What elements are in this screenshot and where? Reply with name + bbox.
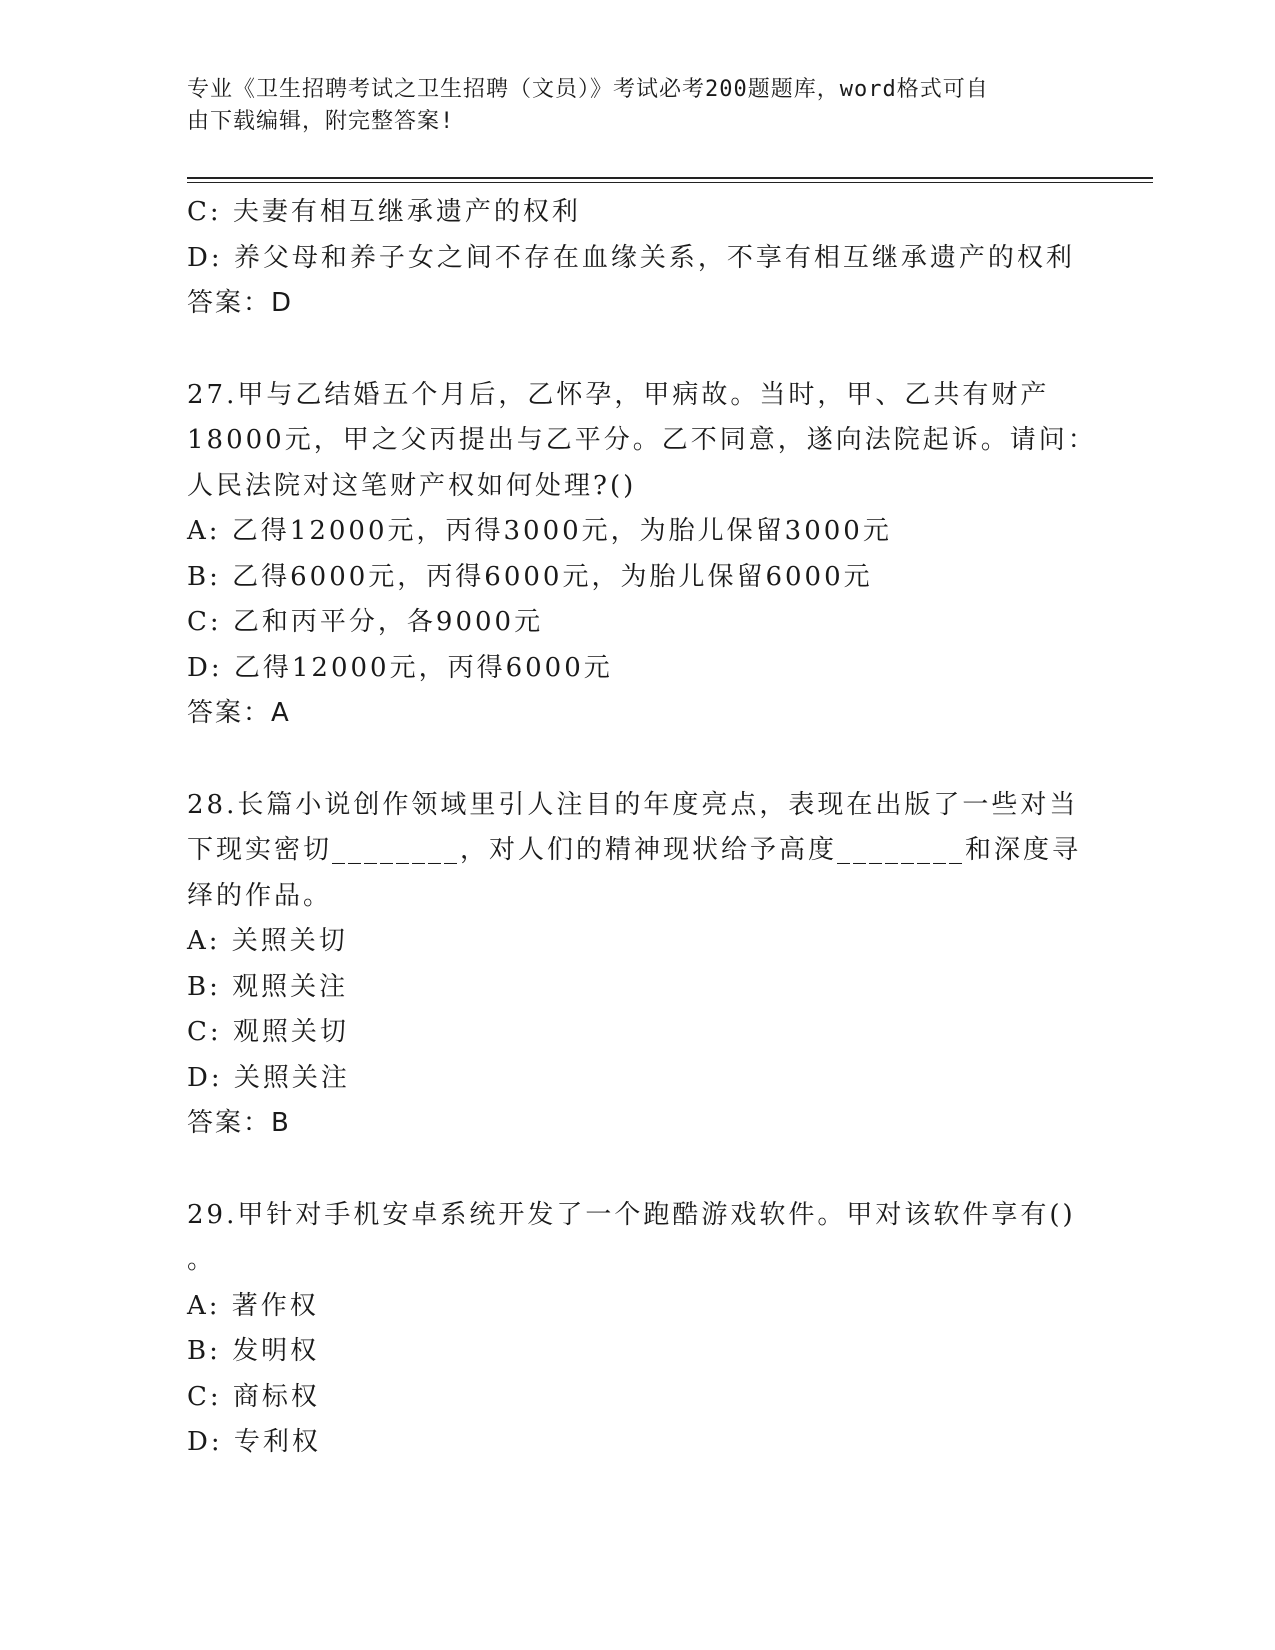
header-line-2: 由下载编辑，附完整答案! bbox=[187, 109, 455, 134]
option-a: A: 乙得12000元，丙得3000元，为胎儿保留3000元 bbox=[187, 516, 892, 546]
option-b: B: 观照关注 bbox=[187, 971, 349, 1002]
document-header bbox=[187, 74, 1067, 138]
option-d: D: 专利权 bbox=[187, 1427, 321, 1457]
answer-line: 答案：A bbox=[187, 698, 291, 728]
header-divider-thin bbox=[187, 182, 1153, 183]
question-content bbox=[187, 190, 1097, 1466]
question-stem-line: 29.甲针对手机安卓系统开发了一个跑酷游戏软件。甲对该软件享有() bbox=[187, 1199, 1076, 1230]
option-d: D: 乙得12000元，丙得6000元 bbox=[187, 652, 613, 683]
option-a: A: 关照关切 bbox=[187, 926, 348, 956]
option-c: C: 观照关切 bbox=[187, 1017, 349, 1047]
header-line-1: 专业《卫生招聘考试之卫生招聘（文员）》考试必考200题题库，word格式可自 bbox=[187, 77, 989, 102]
option-c: C: 商标权 bbox=[187, 1381, 320, 1412]
option-d: D: 关照关注 bbox=[187, 1062, 350, 1093]
question-stem-line: 28.长篇小说创作领域里引人注目的年度亮点，表现在出版了一些对当 bbox=[187, 789, 1079, 820]
question-stem-line: 人民法院对这笔财产权如何处理?() bbox=[187, 470, 637, 501]
question-stem-line: 绎的作品。 bbox=[187, 880, 333, 911]
header-divider-thick bbox=[187, 177, 1153, 179]
option-a: A: 著作权 bbox=[187, 1290, 319, 1321]
question-stem-line: 18000元，甲之父丙提出与乙平分。乙不同意，遂向法院起诉。请问： bbox=[187, 425, 1097, 455]
option-b: B: 发明权 bbox=[187, 1336, 320, 1366]
option-b: B: 乙得6000元，丙得6000元，为胎儿保留6000元 bbox=[187, 561, 873, 592]
question-27 bbox=[187, 373, 1097, 737]
previous-question-tail bbox=[187, 190, 1087, 327]
question-stem-line: 下现实密切________，对人们的精神现状给予高度________和深度寻 bbox=[187, 835, 1082, 865]
question-stem-line: 27.甲与乙结婚五个月后，乙怀孕，甲病故。当时，甲、乙共有财产 bbox=[187, 379, 1050, 410]
question-stem-line: 。 bbox=[187, 1245, 217, 1275]
option-d: D: 养父母和养子女之间不存在血缘关系，不享有相互继承遗产的权利 bbox=[187, 242, 1075, 273]
option-c: C: 乙和丙平分，各9000元 bbox=[187, 607, 544, 637]
answer-line: 答案：B bbox=[187, 1108, 291, 1138]
answer-line: 答案：D bbox=[187, 288, 294, 318]
question-29 bbox=[187, 1193, 1087, 1466]
question-28 bbox=[187, 783, 1087, 1147]
option-c: C: 夫妻有相互继承遗产的权利 bbox=[187, 197, 581, 227]
